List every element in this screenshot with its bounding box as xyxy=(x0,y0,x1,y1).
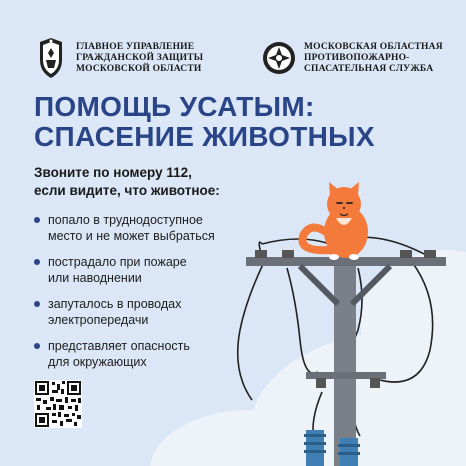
org-name-line: СПАСАТЕЛЬНАЯ СЛУЖБА xyxy=(304,63,434,74)
list-item: запуталось в проводах электропередачи xyxy=(34,296,264,328)
org-name-line: ПРОТИВОПОЖАРНО- xyxy=(304,52,410,63)
cat-icon xyxy=(302,182,368,260)
title-line: СПАСЕНИЕ ЖИВОТНЫХ xyxy=(34,121,375,152)
list-item: представляет опасность для окружающих xyxy=(34,338,264,370)
lead-line: Звоните по номеру 112, xyxy=(34,165,192,180)
title-line: ПОМОЩЬ УСАТЫМ: xyxy=(34,91,315,122)
crossarm xyxy=(246,257,446,266)
list-item: попало в труднодоступное место и не может выбраться xyxy=(34,212,264,244)
list-item: пострадало при пожаре или наводнении xyxy=(34,254,264,286)
lead-line: если видите, что животное: xyxy=(34,183,220,198)
org-name-line: ГЛАВНОЕ УПРАВЛЕНИЕ xyxy=(76,41,195,52)
org-name-line: МОСКОВСКАЯ ОБЛАСТНАЯ xyxy=(304,41,443,52)
pole xyxy=(334,250,356,466)
org-name-line: МОСКОВСКОЙ ОБЛАСТИ xyxy=(76,63,202,74)
org-name-line: ГРАЖДАНСКОЙ ЗАЩИТЫ xyxy=(76,52,204,63)
